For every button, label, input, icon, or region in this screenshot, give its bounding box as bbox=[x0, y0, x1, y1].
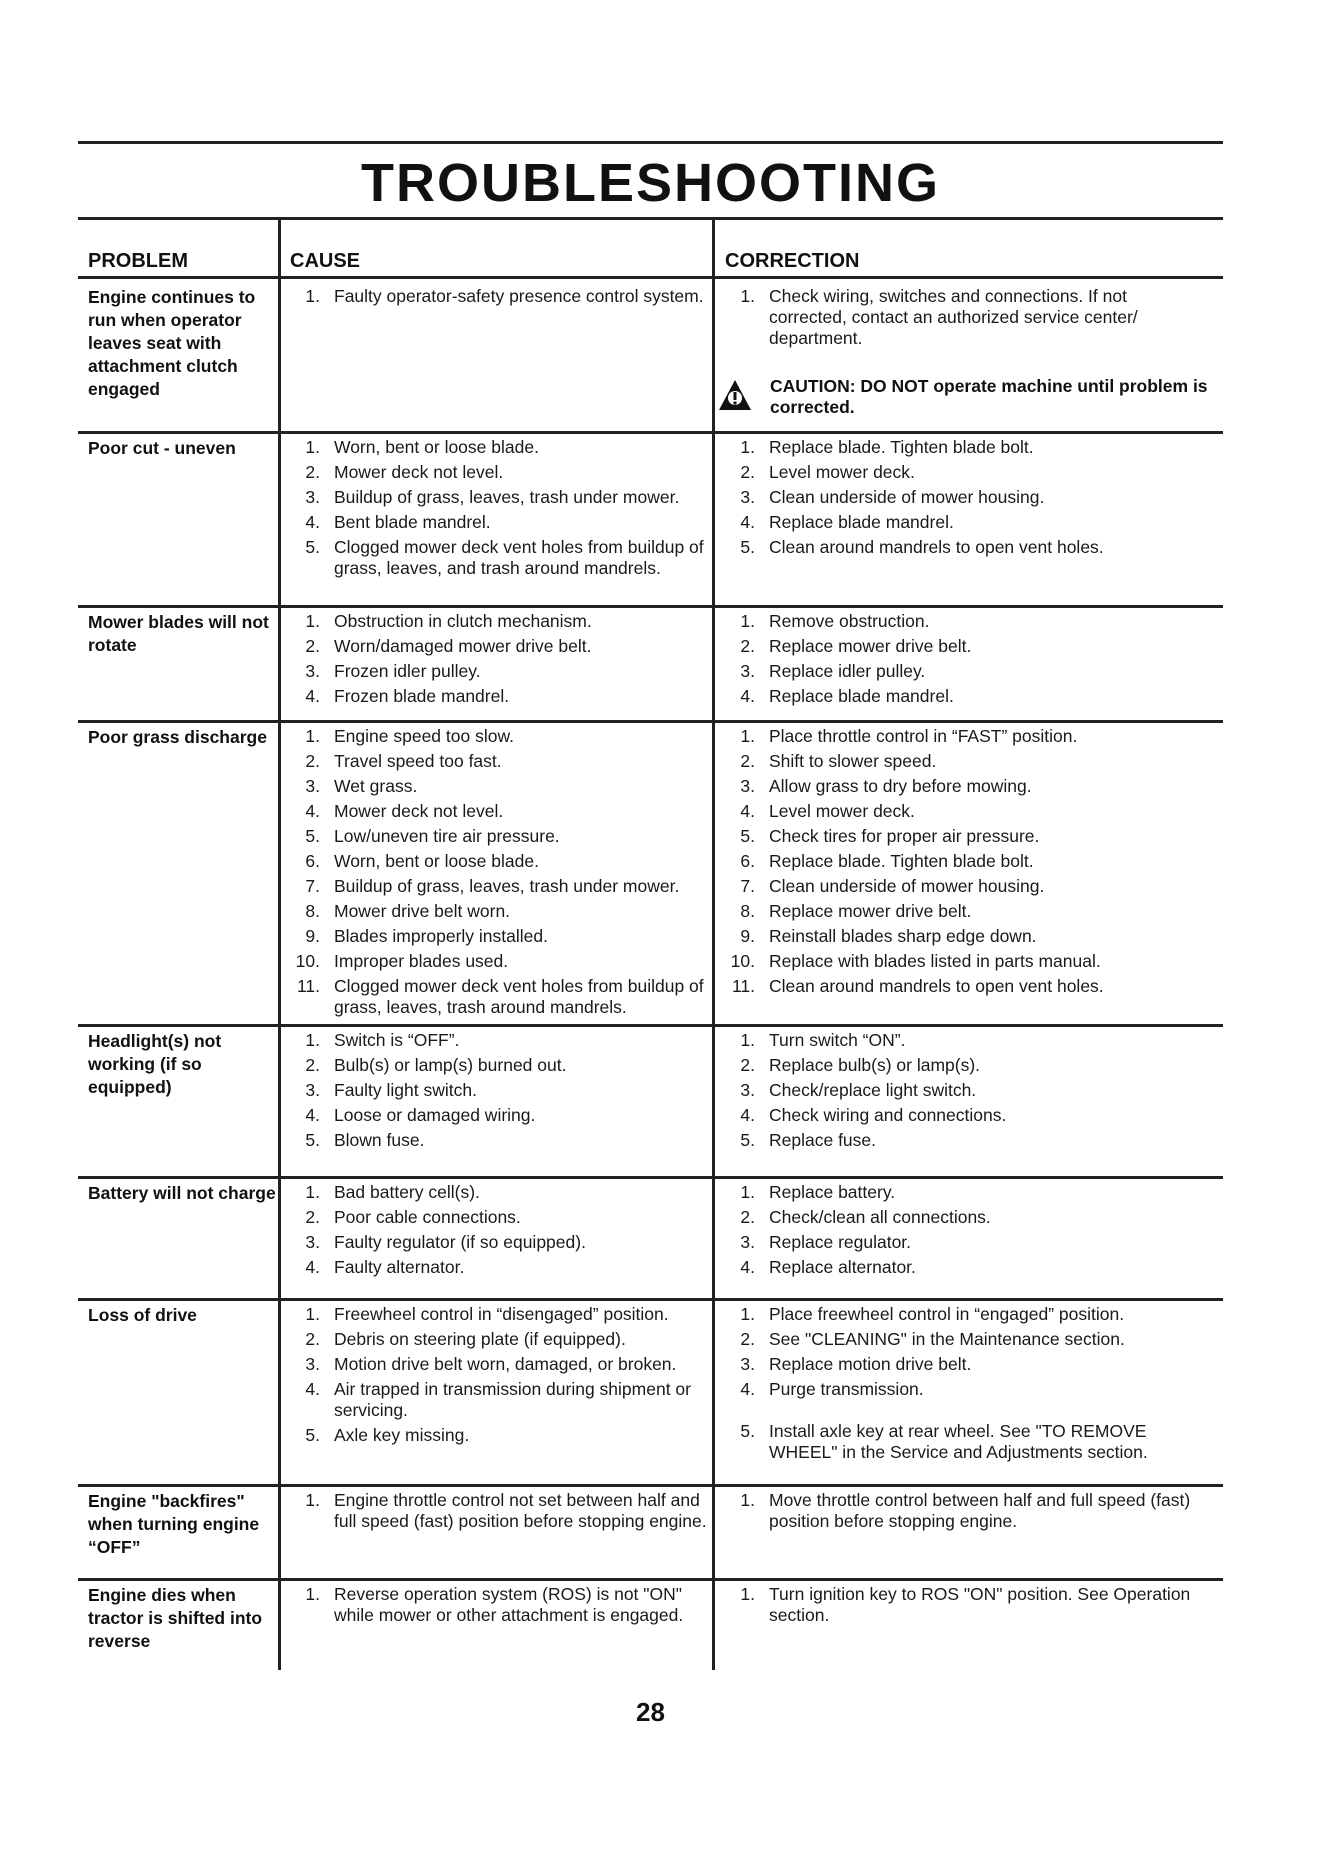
correction-item bbox=[725, 1304, 1205, 1325]
correction-item-text: Replace blade. Tighten blade bolt. bbox=[769, 437, 1034, 457]
cause-item bbox=[290, 661, 718, 682]
cause-item bbox=[290, 1329, 718, 1350]
column-divider-problem-cause bbox=[278, 218, 281, 1670]
correction-item bbox=[725, 611, 1205, 632]
correction-item-number: 1. bbox=[740, 1584, 755, 1604]
correction-item-number: 3. bbox=[740, 661, 755, 681]
correction-item bbox=[725, 1354, 1205, 1375]
cause-item-number: 3. bbox=[305, 1354, 320, 1374]
cause-item-number: 2. bbox=[305, 1329, 320, 1349]
cause-item-text: Buildup of grass, leaves, trash under mower. bbox=[334, 876, 680, 896]
correction-item bbox=[725, 1232, 1205, 1253]
cause-item-number: 9. bbox=[305, 926, 320, 946]
correction-item-text: See "CLEANING" in the Maintenance section. bbox=[769, 1329, 1125, 1349]
cause-item bbox=[290, 826, 718, 847]
correction-item bbox=[725, 1182, 1205, 1203]
correction-list bbox=[725, 286, 1205, 353]
cause-item-text: Faulty alternator. bbox=[334, 1257, 465, 1277]
correction-item-text: Replace mower drive belt. bbox=[769, 636, 972, 656]
correction-item-number: 3. bbox=[740, 1232, 755, 1252]
cause-item-text: Reverse operation system (ROS) is not "ON" while mower or other attachment is engaged. bbox=[334, 1584, 684, 1625]
problem-cell: Engine "backfires" when turning engine “OFF” bbox=[88, 1491, 260, 1557]
correction-item-text: Clean underside of mower housing. bbox=[769, 487, 1045, 507]
correction-item bbox=[725, 876, 1205, 897]
cause-item-text: Loose or damaged wiring. bbox=[334, 1105, 536, 1125]
row-separator bbox=[78, 1024, 1223, 1027]
cause-list bbox=[290, 437, 718, 583]
cause-item-number: 1. bbox=[305, 1304, 320, 1324]
cause-item-number: 11. bbox=[296, 976, 320, 996]
correction-item-text: Check tires for proper air pressure. bbox=[769, 826, 1040, 846]
cause-item-number: 5. bbox=[305, 1425, 320, 1445]
correction-list bbox=[725, 1030, 1205, 1155]
correction-item-text: Replace with blades listed in parts manual. bbox=[769, 951, 1101, 971]
correction-item-number: 10. bbox=[730, 951, 755, 971]
cause-item-number: 3. bbox=[305, 1232, 320, 1252]
cause-item-number: 1. bbox=[305, 1490, 320, 1510]
correction-item-number: 5. bbox=[740, 826, 755, 846]
problem-cell: Poor grass discharge bbox=[88, 727, 267, 747]
cause-item-text: Improper blades used. bbox=[334, 951, 509, 971]
cause-item-text: Freewheel control in “disengaged” position. bbox=[334, 1304, 669, 1324]
cause-item-number: 2. bbox=[305, 1207, 320, 1227]
correction-item-number: 8. bbox=[740, 901, 755, 921]
cause-item-number: 1. bbox=[305, 1182, 320, 1202]
correction-item bbox=[725, 776, 1205, 797]
cause-item-number: 3. bbox=[305, 661, 320, 681]
correction-item-number: 2. bbox=[740, 1207, 755, 1227]
correction-item-text: Check/clean all connections. bbox=[769, 1207, 991, 1227]
cause-item-number: 5. bbox=[305, 537, 320, 557]
correction-item-number: 1. bbox=[740, 1030, 755, 1050]
cause-item-text: Clogged mower deck vent holes from buildup of grass, leaves, trash around mandrels. bbox=[334, 976, 704, 1017]
correction-item-text: Replace bulb(s) or lamp(s). bbox=[769, 1055, 981, 1075]
title-rule bbox=[78, 217, 1223, 220]
correction-item-number: 5. bbox=[740, 1421, 755, 1441]
cause-item bbox=[290, 951, 718, 972]
cause-item bbox=[290, 1207, 718, 1228]
correction-item-number: 6. bbox=[740, 851, 755, 871]
warning-icon bbox=[718, 378, 752, 412]
cause-item bbox=[290, 437, 718, 458]
correction-item bbox=[725, 636, 1205, 657]
cause-item-text: Wet grass. bbox=[334, 776, 418, 796]
correction-item bbox=[725, 1329, 1205, 1350]
cause-item-number: 4. bbox=[305, 686, 320, 706]
problem-cell: Loss of drive bbox=[88, 1305, 197, 1325]
cause-item-text: Travel speed too fast. bbox=[334, 751, 502, 771]
correction-item-number: 1. bbox=[740, 1490, 755, 1510]
cause-item-text: Faulty regulator (if so equipped). bbox=[334, 1232, 586, 1252]
cause-item-text: Worn, bent or loose blade. bbox=[334, 851, 539, 871]
cause-item bbox=[290, 611, 718, 632]
correction-item bbox=[725, 851, 1205, 872]
correction-list bbox=[725, 1584, 1205, 1630]
cause-item-text: Bulb(s) or lamp(s) burned out. bbox=[334, 1055, 567, 1075]
correction-item-number: 1. bbox=[740, 286, 755, 306]
correction-item bbox=[725, 286, 1205, 349]
correction-item bbox=[725, 976, 1205, 997]
caution-text: CAUTION: DO NOT operate machine until problem is corrected. bbox=[770, 376, 1208, 417]
cause-item-number: 4. bbox=[305, 1257, 320, 1277]
correction-item bbox=[725, 951, 1205, 972]
cause-item-number: 5. bbox=[305, 1130, 320, 1150]
row-separator bbox=[78, 1298, 1223, 1301]
cause-item-text: Clogged mower deck vent holes from buildup of grass, leaves, and trash around mandrels. bbox=[334, 537, 704, 578]
cause-item-number: 1. bbox=[305, 286, 320, 306]
problem-cell: Poor cut - uneven bbox=[88, 438, 236, 458]
cause-item-number: 1. bbox=[305, 726, 320, 746]
correction-item-number: 9. bbox=[740, 926, 755, 946]
correction-item-number: 11. bbox=[731, 976, 755, 996]
cause-list bbox=[290, 611, 718, 711]
correction-item-text: Check/replace light switch. bbox=[769, 1080, 977, 1100]
cause-item-number: 8. bbox=[305, 901, 320, 921]
cause-item bbox=[290, 901, 718, 922]
correction-item bbox=[725, 1421, 1205, 1463]
document-page bbox=[78, 0, 1223, 1870]
correction-item-number: 2. bbox=[740, 462, 755, 482]
cause-item bbox=[290, 1080, 718, 1101]
cause-item-number: 3. bbox=[305, 487, 320, 507]
row-separator bbox=[78, 720, 1223, 723]
caution-note bbox=[718, 376, 1208, 418]
correction-item bbox=[725, 1055, 1205, 1076]
cause-item bbox=[290, 1232, 718, 1253]
correction-item-text: Clean underside of mower housing. bbox=[769, 876, 1045, 896]
correction-item-number: 3. bbox=[740, 776, 755, 796]
correction-list bbox=[725, 1182, 1205, 1282]
cause-item-text: Engine speed too slow. bbox=[334, 726, 514, 746]
correction-item bbox=[725, 1030, 1205, 1051]
correction-item-text: Install axle key at rear wheel. See "TO REMOVE WHEEL" in the Service and Adjustments section. bbox=[769, 1421, 1148, 1462]
correction-item-text: Place throttle control in “FAST” position. bbox=[769, 726, 1078, 746]
correction-item-text: Place freewheel control in “engaged” position. bbox=[769, 1304, 1125, 1324]
correction-item-number: 3. bbox=[740, 487, 755, 507]
cause-item-number: 4. bbox=[305, 1105, 320, 1125]
cause-item-text: Worn/damaged mower drive belt. bbox=[334, 636, 592, 656]
header-rule bbox=[78, 276, 1223, 279]
cause-item-text: Frozen blade mandrel. bbox=[334, 686, 510, 706]
correction-item-number: 5. bbox=[740, 537, 755, 557]
correction-list bbox=[725, 1490, 1205, 1536]
page-title: TROUBLESHOOTING bbox=[361, 153, 940, 213]
cause-item-text: Mower drive belt worn. bbox=[334, 901, 511, 921]
header-cause: CAUSE bbox=[290, 250, 361, 272]
correction-item-number: 1. bbox=[740, 1182, 755, 1202]
cause-item bbox=[290, 876, 718, 897]
cause-item-text: Axle key missing. bbox=[334, 1425, 470, 1445]
cause-item-text: Low/uneven tire air pressure. bbox=[334, 826, 560, 846]
correction-item-text: Remove obstruction. bbox=[769, 611, 930, 631]
correction-item bbox=[725, 661, 1205, 682]
correction-item bbox=[725, 726, 1205, 747]
cause-item bbox=[290, 1354, 718, 1375]
cause-item-number: 2. bbox=[305, 636, 320, 656]
correction-list bbox=[725, 611, 1205, 711]
correction-item-text: Check wiring and connections. bbox=[769, 1105, 1007, 1125]
correction-item-text: Replace alternator. bbox=[769, 1257, 916, 1277]
header-problem: PROBLEM bbox=[88, 250, 188, 272]
cause-list bbox=[290, 286, 718, 311]
problem-cell: Engine dies when tractor is shifted into reverse bbox=[88, 1585, 263, 1651]
cause-item-text: Switch is “OFF”. bbox=[334, 1030, 460, 1050]
cause-item bbox=[290, 851, 718, 872]
cause-item bbox=[290, 726, 718, 747]
cause-item-text: Blades improperly installed. bbox=[334, 926, 548, 946]
correction-item-text: Move throttle control between half and full speed (fast) position before stopping engine. bbox=[769, 1490, 1191, 1531]
correction-item bbox=[725, 1257, 1205, 1278]
correction-item-number: 4. bbox=[740, 686, 755, 706]
correction-item bbox=[725, 462, 1205, 483]
header-correction: CORRECTION bbox=[725, 250, 860, 272]
correction-item-text: Replace fuse. bbox=[769, 1130, 877, 1150]
cause-item-text: Buildup of grass, leaves, trash under mower. bbox=[334, 487, 680, 507]
correction-item-text: Turn ignition key to ROS "ON" position. See Operation section. bbox=[769, 1584, 1191, 1625]
cause-item-text: Air trapped in transmission during shipment or servicing. bbox=[334, 1379, 691, 1420]
cause-list bbox=[290, 1490, 718, 1536]
correction-item-text: Turn switch “ON”. bbox=[769, 1030, 906, 1050]
cause-item bbox=[290, 462, 718, 483]
correction-item-number: 1. bbox=[740, 1304, 755, 1324]
cause-item bbox=[290, 1030, 718, 1051]
problem-cell: Headlight(s) not working (if so equipped) bbox=[88, 1031, 222, 1097]
cause-item-number: 2. bbox=[305, 751, 320, 771]
cause-item-text: Mower deck not level. bbox=[334, 801, 504, 821]
correction-item-number: 1. bbox=[740, 611, 755, 631]
correction-item bbox=[725, 1130, 1205, 1151]
correction-list bbox=[725, 437, 1205, 562]
cause-item-number: 1. bbox=[305, 437, 320, 457]
correction-item bbox=[725, 1490, 1205, 1532]
cause-item bbox=[290, 1055, 718, 1076]
cause-item bbox=[290, 1584, 718, 1626]
correction-item bbox=[725, 801, 1205, 822]
correction-item bbox=[725, 537, 1205, 558]
cause-item bbox=[290, 1257, 718, 1278]
cause-item bbox=[290, 286, 718, 307]
correction-item-number: 3. bbox=[740, 1354, 755, 1374]
correction-item-text: Replace mower drive belt. bbox=[769, 901, 972, 921]
correction-item bbox=[725, 1105, 1205, 1126]
cause-item-number: 3. bbox=[305, 1080, 320, 1100]
page-number: 28 bbox=[636, 1697, 665, 1727]
correction-item bbox=[725, 1207, 1205, 1228]
correction-item-number: 7. bbox=[740, 876, 755, 896]
correction-item-text: Replace blade mandrel. bbox=[769, 686, 954, 706]
correction-item bbox=[725, 487, 1205, 508]
correction-item-text: Check wiring, switches and connections. If not corrected, contact an authorized service center/ department. bbox=[769, 286, 1138, 348]
cause-item-text: Frozen idler pulley. bbox=[334, 661, 481, 681]
correction-list bbox=[725, 1304, 1205, 1467]
cause-item-number: 1. bbox=[305, 611, 320, 631]
cause-item bbox=[290, 636, 718, 657]
correction-item bbox=[725, 1379, 1205, 1400]
cause-item bbox=[290, 801, 718, 822]
cause-item-number: 5. bbox=[305, 826, 320, 846]
correction-item-text: Replace idler pulley. bbox=[769, 661, 926, 681]
correction-item-number: 4. bbox=[740, 512, 755, 532]
cause-item bbox=[290, 537, 718, 579]
cause-item bbox=[290, 487, 718, 508]
correction-item-number: 1. bbox=[740, 437, 755, 457]
cause-list bbox=[290, 1304, 718, 1450]
correction-item-number: 4. bbox=[740, 1105, 755, 1125]
correction-item-text: Clean around mandrels to open vent holes. bbox=[769, 976, 1104, 996]
correction-item-text: Allow grass to dry before mowing. bbox=[769, 776, 1032, 796]
cause-list bbox=[290, 1030, 718, 1155]
correction-item-text: Level mower deck. bbox=[769, 462, 915, 482]
correction-item-text: Replace regulator. bbox=[769, 1232, 912, 1252]
cause-item-number: 7. bbox=[305, 876, 320, 896]
cause-item-text: Faulty operator-safety presence control system. bbox=[334, 286, 704, 306]
row-separator bbox=[78, 1484, 1223, 1487]
cause-list bbox=[290, 726, 718, 1022]
cause-item-number: 4. bbox=[305, 1379, 320, 1399]
correction-item bbox=[725, 926, 1205, 947]
correction-item bbox=[725, 1080, 1205, 1101]
correction-item-text: Clean around mandrels to open vent holes. bbox=[769, 537, 1104, 557]
correction-item bbox=[725, 901, 1205, 922]
row-separator bbox=[78, 1176, 1223, 1179]
cause-item-number: 3. bbox=[305, 776, 320, 796]
correction-item-text: Reinstall blades sharp edge down. bbox=[769, 926, 1037, 946]
correction-item-number: 4. bbox=[740, 1257, 755, 1277]
cause-item-text: Blown fuse. bbox=[334, 1130, 425, 1150]
cause-item bbox=[290, 926, 718, 947]
correction-item-text: Replace blade. Tighten blade bolt. bbox=[769, 851, 1034, 871]
row-separator bbox=[78, 605, 1223, 608]
cause-item-number: 4. bbox=[305, 512, 320, 532]
cause-item-text: Engine throttle control not set between half and full speed (fast) position before stopping engine. bbox=[334, 1490, 707, 1531]
cause-item-number: 2. bbox=[305, 1055, 320, 1075]
correction-item bbox=[725, 751, 1205, 772]
correction-item-number: 3. bbox=[740, 1080, 755, 1100]
cause-item bbox=[290, 1379, 718, 1421]
correction-item-number: 5. bbox=[740, 1130, 755, 1150]
cause-item bbox=[290, 512, 718, 533]
cause-item bbox=[290, 776, 718, 797]
cause-item bbox=[290, 1105, 718, 1126]
cause-list bbox=[290, 1584, 718, 1630]
correction-item-number: 2. bbox=[740, 636, 755, 656]
cause-item-number: 6. bbox=[305, 851, 320, 871]
correction-item bbox=[725, 1584, 1205, 1626]
correction-item-number: 4. bbox=[740, 801, 755, 821]
cause-item-number: 2. bbox=[305, 462, 320, 482]
correction-item-text: Shift to slower speed. bbox=[769, 751, 937, 771]
cause-item-text: Faulty light switch. bbox=[334, 1080, 477, 1100]
cause-item-number: 10. bbox=[295, 951, 320, 971]
cause-item-number: 1. bbox=[305, 1584, 320, 1604]
correction-item bbox=[725, 826, 1205, 847]
cause-item-text: Worn, bent or loose blade. bbox=[334, 437, 539, 457]
cause-item-text: Bent blade mandrel. bbox=[334, 512, 491, 532]
cause-item bbox=[290, 1304, 718, 1325]
cause-item-text: Mower deck not level. bbox=[334, 462, 504, 482]
cause-list bbox=[290, 1182, 718, 1282]
cause-item-number: 4. bbox=[305, 801, 320, 821]
row-separator bbox=[78, 1578, 1223, 1581]
correction-item-text: Level mower deck. bbox=[769, 801, 915, 821]
cause-item bbox=[290, 1425, 718, 1446]
correction-list bbox=[725, 726, 1205, 1001]
problem-cell: Battery will not charge bbox=[88, 1183, 276, 1203]
row-separator bbox=[78, 431, 1223, 434]
cause-item bbox=[290, 686, 718, 707]
problem-cell: Mower blades will not rotate bbox=[88, 612, 269, 655]
cause-item-text: Poor cable connections. bbox=[334, 1207, 521, 1227]
correction-item-text: Purge transmission. bbox=[769, 1379, 924, 1399]
cause-item bbox=[290, 751, 718, 772]
correction-item-text: Replace blade mandrel. bbox=[769, 512, 954, 532]
cause-item-text: Debris on steering plate (if equipped). bbox=[334, 1329, 626, 1349]
cause-item bbox=[290, 976, 718, 1018]
correction-item-number: 2. bbox=[740, 751, 755, 771]
correction-item-text: Replace battery. bbox=[769, 1182, 896, 1202]
cause-item bbox=[290, 1182, 718, 1203]
correction-item bbox=[725, 686, 1205, 707]
correction-item-number: 1. bbox=[740, 726, 755, 746]
problem-cell: Engine continues to run when operator leaves seat with attachment clutch engaged bbox=[88, 287, 256, 399]
top-rule bbox=[78, 141, 1223, 144]
cause-item bbox=[290, 1490, 718, 1532]
cause-item bbox=[290, 1130, 718, 1151]
correction-item-number: 4. bbox=[740, 1379, 755, 1399]
correction-item bbox=[725, 512, 1205, 533]
correction-item-text: Replace motion drive belt. bbox=[769, 1354, 972, 1374]
correction-item-number: 2. bbox=[740, 1055, 755, 1075]
correction-item-number: 2. bbox=[740, 1329, 755, 1349]
cause-item-text: Motion drive belt worn, damaged, or broken. bbox=[334, 1354, 677, 1374]
cause-item-text: Obstruction in clutch mechanism. bbox=[334, 611, 592, 631]
cause-item-number: 1. bbox=[305, 1030, 320, 1050]
cause-item-text: Bad battery cell(s). bbox=[334, 1182, 480, 1202]
correction-item bbox=[725, 437, 1205, 458]
